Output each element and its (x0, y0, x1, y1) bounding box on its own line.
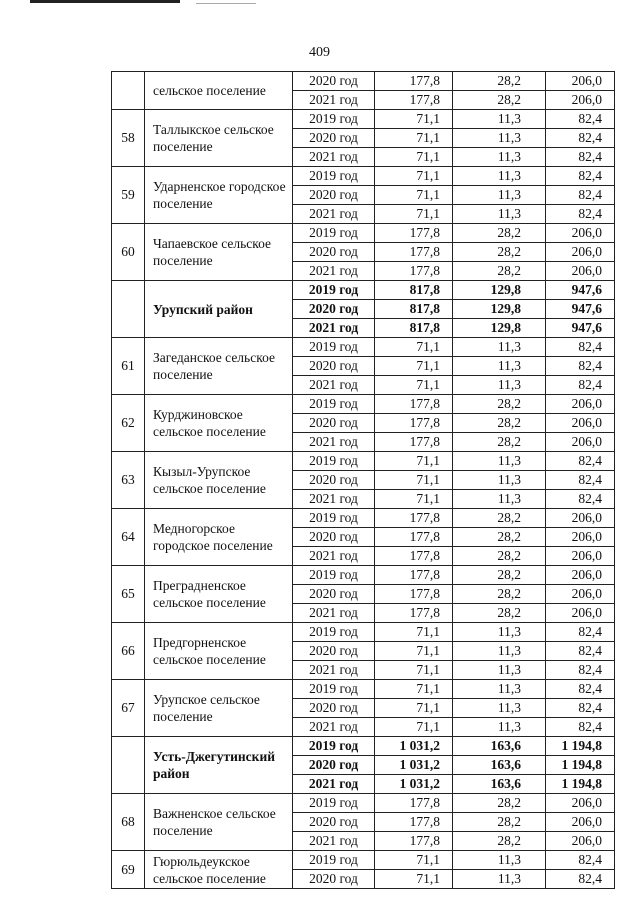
value-a-cell: 177,8 (375, 262, 453, 281)
row-number: 61 (112, 338, 145, 395)
year-cell: 2021 год (293, 490, 375, 509)
value-b-cell: 129,8 (453, 300, 546, 319)
settlement-name: Таллыкское сельское поселение (145, 110, 293, 167)
value-b-cell: 11,3 (453, 851, 546, 870)
row-number: 62 (112, 395, 145, 452)
settlement-name: Предгорненское сельское поселение (145, 623, 293, 680)
value-c-cell: 82,4 (546, 110, 615, 129)
table-body (112, 72, 615, 889)
year-cell: 2019 год (293, 167, 375, 186)
value-c-cell: 206,0 (546, 414, 615, 433)
year-cell: 2020 год (293, 585, 375, 604)
row-number: 69 (112, 851, 145, 889)
value-c-cell: 82,4 (546, 357, 615, 376)
year-cell: 2021 год (293, 262, 375, 281)
value-c-cell: 206,0 (546, 224, 615, 243)
settlement-name: Урупское сельское поселение (145, 680, 293, 737)
value-a-cell: 71,1 (375, 357, 453, 376)
settlement-name: Ударненское городское поселение (145, 167, 293, 224)
year-cell: 2020 год (293, 813, 375, 832)
value-b-cell: 11,3 (453, 167, 546, 186)
value-a-cell: 71,1 (375, 471, 453, 490)
value-b-cell: 129,8 (453, 319, 546, 338)
value-a-cell: 817,8 (375, 300, 453, 319)
settlement-name: Загеданское сельское поселение (145, 338, 293, 395)
value-b-cell: 11,3 (453, 642, 546, 661)
year-cell: 2019 год (293, 680, 375, 699)
value-c-cell: 206,0 (546, 832, 615, 851)
value-c-cell: 1 194,8 (546, 737, 615, 756)
table-row (112, 794, 615, 813)
year-cell: 2019 год (293, 737, 375, 756)
year-cell: 2021 год (293, 832, 375, 851)
value-b-cell: 129,8 (453, 281, 546, 300)
value-b-cell: 28,2 (453, 262, 546, 281)
value-c-cell: 947,6 (546, 300, 615, 319)
row-number: 59 (112, 167, 145, 224)
year-cell: 2020 год (293, 243, 375, 262)
table-row (112, 452, 615, 471)
table-row (112, 281, 615, 300)
year-cell: 2020 год (293, 300, 375, 319)
page-number: 409 (309, 45, 330, 60)
year-cell: 2020 год (293, 72, 375, 91)
value-a-cell: 71,1 (375, 376, 453, 395)
value-c-cell: 82,4 (546, 452, 615, 471)
value-b-cell: 11,3 (453, 718, 546, 737)
year-cell: 2020 год (293, 186, 375, 205)
value-a-cell: 71,1 (375, 718, 453, 737)
table-row (112, 680, 615, 699)
value-a-cell: 177,8 (375, 566, 453, 585)
year-cell: 2020 год (293, 129, 375, 148)
value-c-cell: 206,0 (546, 547, 615, 566)
value-b-cell: 11,3 (453, 186, 546, 205)
table-row (112, 566, 615, 585)
year-cell: 2019 год (293, 110, 375, 129)
value-c-cell: 1 194,8 (546, 756, 615, 775)
value-a-cell: 1 031,2 (375, 756, 453, 775)
year-cell: 2019 год (293, 224, 375, 243)
year-cell: 2020 год (293, 414, 375, 433)
value-c-cell: 82,4 (546, 376, 615, 395)
value-b-cell: 28,2 (453, 794, 546, 813)
row-number: 63 (112, 452, 145, 509)
budget-table (111, 71, 615, 889)
value-b-cell: 11,3 (453, 110, 546, 129)
table-row (112, 72, 615, 91)
year-cell: 2021 год (293, 661, 375, 680)
year-cell: 2019 год (293, 452, 375, 471)
value-c-cell: 82,4 (546, 623, 615, 642)
value-b-cell: 11,3 (453, 376, 546, 395)
value-a-cell: 71,1 (375, 338, 453, 357)
value-b-cell: 11,3 (453, 452, 546, 471)
table-row (112, 110, 615, 129)
value-c-cell: 82,4 (546, 167, 615, 186)
year-cell: 2021 год (293, 547, 375, 566)
row-number (112, 737, 145, 794)
table-row (112, 224, 615, 243)
value-c-cell: 947,6 (546, 319, 615, 338)
value-c-cell: 206,0 (546, 585, 615, 604)
value-a-cell: 71,1 (375, 452, 453, 471)
value-c-cell: 206,0 (546, 813, 615, 832)
table-row (112, 167, 615, 186)
value-c-cell: 82,4 (546, 851, 615, 870)
value-b-cell: 28,2 (453, 604, 546, 623)
table-row (112, 338, 615, 357)
header-rule (30, 0, 180, 3)
value-a-cell: 817,8 (375, 319, 453, 338)
settlement-name: Чапаевское сельское поселение (145, 224, 293, 281)
year-cell: 2021 год (293, 376, 375, 395)
value-a-cell: 1 031,2 (375, 737, 453, 756)
value-a-cell: 71,1 (375, 490, 453, 509)
value-c-cell: 947,6 (546, 281, 615, 300)
value-a-cell: 71,1 (375, 851, 453, 870)
settlement-name: Преградненское сельское поселение (145, 566, 293, 623)
value-a-cell: 71,1 (375, 129, 453, 148)
year-cell: 2020 год (293, 528, 375, 547)
year-cell: 2019 год (293, 794, 375, 813)
value-b-cell: 11,3 (453, 699, 546, 718)
value-c-cell: 82,4 (546, 870, 615, 889)
year-cell: 2020 год (293, 870, 375, 889)
value-c-cell: 206,0 (546, 395, 615, 414)
table-row (112, 395, 615, 414)
year-cell: 2019 год (293, 509, 375, 528)
value-a-cell: 177,8 (375, 414, 453, 433)
value-a-cell: 177,8 (375, 604, 453, 623)
value-a-cell: 177,8 (375, 509, 453, 528)
row-number: 64 (112, 509, 145, 566)
value-a-cell: 71,1 (375, 148, 453, 167)
value-b-cell: 28,2 (453, 395, 546, 414)
value-b-cell: 11,3 (453, 623, 546, 642)
value-a-cell: 177,8 (375, 243, 453, 262)
row-number: 58 (112, 110, 145, 167)
value-a-cell: 817,8 (375, 281, 453, 300)
value-a-cell: 177,8 (375, 91, 453, 110)
year-cell: 2019 год (293, 851, 375, 870)
value-a-cell: 177,8 (375, 585, 453, 604)
settlement-name: Усть-Джегутинский район (145, 737, 293, 794)
row-number: 65 (112, 566, 145, 623)
table-row (112, 737, 615, 756)
year-cell: 2020 год (293, 699, 375, 718)
year-cell: 2021 год (293, 91, 375, 110)
value-c-cell: 82,4 (546, 148, 615, 167)
value-a-cell: 177,8 (375, 72, 453, 91)
value-a-cell: 177,8 (375, 794, 453, 813)
value-a-cell: 71,1 (375, 699, 453, 718)
value-a-cell: 71,1 (375, 205, 453, 224)
year-cell: 2019 год (293, 281, 375, 300)
settlement-name: сельское поселение (145, 72, 293, 110)
value-c-cell: 206,0 (546, 794, 615, 813)
value-c-cell: 82,4 (546, 471, 615, 490)
value-c-cell: 206,0 (546, 91, 615, 110)
year-cell: 2021 год (293, 433, 375, 452)
value-b-cell: 28,2 (453, 243, 546, 262)
settlement-name: Важненское сельское поселение (145, 794, 293, 851)
value-a-cell: 71,1 (375, 642, 453, 661)
value-b-cell: 28,2 (453, 813, 546, 832)
row-number: 60 (112, 224, 145, 281)
value-b-cell: 28,2 (453, 91, 546, 110)
table-row (112, 509, 615, 528)
value-b-cell: 28,2 (453, 832, 546, 851)
value-a-cell: 177,8 (375, 433, 453, 452)
year-cell: 2021 год (293, 319, 375, 338)
value-c-cell: 206,0 (546, 262, 615, 281)
value-c-cell: 82,4 (546, 642, 615, 661)
settlement-name: Курджиновское сельское поселение (145, 395, 293, 452)
value-a-cell: 71,1 (375, 167, 453, 186)
value-c-cell: 82,4 (546, 680, 615, 699)
value-c-cell: 82,4 (546, 661, 615, 680)
value-a-cell: 71,1 (375, 623, 453, 642)
value-b-cell: 163,6 (453, 737, 546, 756)
value-c-cell: 206,0 (546, 604, 615, 623)
value-c-cell: 82,4 (546, 129, 615, 148)
value-a-cell: 177,8 (375, 813, 453, 832)
table-row (112, 851, 615, 870)
value-b-cell: 11,3 (453, 129, 546, 148)
value-c-cell: 206,0 (546, 433, 615, 452)
value-b-cell: 163,6 (453, 756, 546, 775)
value-c-cell: 206,0 (546, 509, 615, 528)
row-number: 67 (112, 680, 145, 737)
value-a-cell: 177,8 (375, 547, 453, 566)
value-c-cell: 206,0 (546, 243, 615, 262)
year-cell: 2021 год (293, 604, 375, 623)
value-a-cell: 71,1 (375, 110, 453, 129)
row-number: 68 (112, 794, 145, 851)
value-a-cell: 177,8 (375, 395, 453, 414)
value-b-cell: 28,2 (453, 72, 546, 91)
row-number (112, 281, 145, 338)
value-b-cell: 11,3 (453, 148, 546, 167)
year-cell: 2019 год (293, 395, 375, 414)
year-cell: 2019 год (293, 623, 375, 642)
year-cell: 2021 год (293, 148, 375, 167)
value-b-cell: 28,2 (453, 433, 546, 452)
value-b-cell: 11,3 (453, 471, 546, 490)
value-b-cell: 11,3 (453, 205, 546, 224)
value-a-cell: 71,1 (375, 186, 453, 205)
value-c-cell: 82,4 (546, 718, 615, 737)
value-c-cell: 82,4 (546, 205, 615, 224)
year-cell: 2020 год (293, 642, 375, 661)
value-b-cell: 163,6 (453, 775, 546, 794)
settlement-name: Медногорское городское поселение (145, 509, 293, 566)
value-c-cell: 1 194,8 (546, 775, 615, 794)
year-cell: 2019 год (293, 566, 375, 585)
year-cell: 2021 год (293, 205, 375, 224)
value-b-cell: 28,2 (453, 585, 546, 604)
value-c-cell: 206,0 (546, 528, 615, 547)
value-b-cell: 11,3 (453, 357, 546, 376)
year-cell: 2019 год (293, 338, 375, 357)
year-cell: 2021 год (293, 718, 375, 737)
value-a-cell: 177,8 (375, 528, 453, 547)
value-b-cell: 11,3 (453, 490, 546, 509)
value-b-cell: 28,2 (453, 509, 546, 528)
table-row (112, 623, 615, 642)
row-number: 66 (112, 623, 145, 680)
value-a-cell: 71,1 (375, 870, 453, 889)
value-a-cell: 177,8 (375, 832, 453, 851)
year-cell: 2020 год (293, 471, 375, 490)
value-a-cell: 71,1 (375, 680, 453, 699)
year-cell: 2020 год (293, 357, 375, 376)
value-a-cell: 71,1 (375, 661, 453, 680)
value-c-cell: 82,4 (546, 186, 615, 205)
header-rule-faint (196, 3, 256, 4)
settlement-name: Гюрюльдеукское сельское поселение (145, 851, 293, 889)
value-b-cell: 28,2 (453, 414, 546, 433)
settlement-name: Урупский район (145, 281, 293, 338)
value-b-cell: 11,3 (453, 870, 546, 889)
value-b-cell: 11,3 (453, 338, 546, 357)
value-b-cell: 28,2 (453, 528, 546, 547)
value-c-cell: 82,4 (546, 490, 615, 509)
value-b-cell: 11,3 (453, 680, 546, 699)
year-cell: 2020 год (293, 756, 375, 775)
value-c-cell: 82,4 (546, 338, 615, 357)
value-c-cell: 206,0 (546, 72, 615, 91)
value-b-cell: 28,2 (453, 224, 546, 243)
value-b-cell: 11,3 (453, 661, 546, 680)
value-a-cell: 1 031,2 (375, 775, 453, 794)
row-number (112, 72, 145, 110)
value-b-cell: 28,2 (453, 566, 546, 585)
settlement-name: Кызыл-Урупское сельское поселение (145, 452, 293, 509)
value-a-cell: 177,8 (375, 224, 453, 243)
value-c-cell: 206,0 (546, 566, 615, 585)
value-b-cell: 28,2 (453, 547, 546, 566)
year-cell: 2021 год (293, 775, 375, 794)
value-c-cell: 82,4 (546, 699, 615, 718)
